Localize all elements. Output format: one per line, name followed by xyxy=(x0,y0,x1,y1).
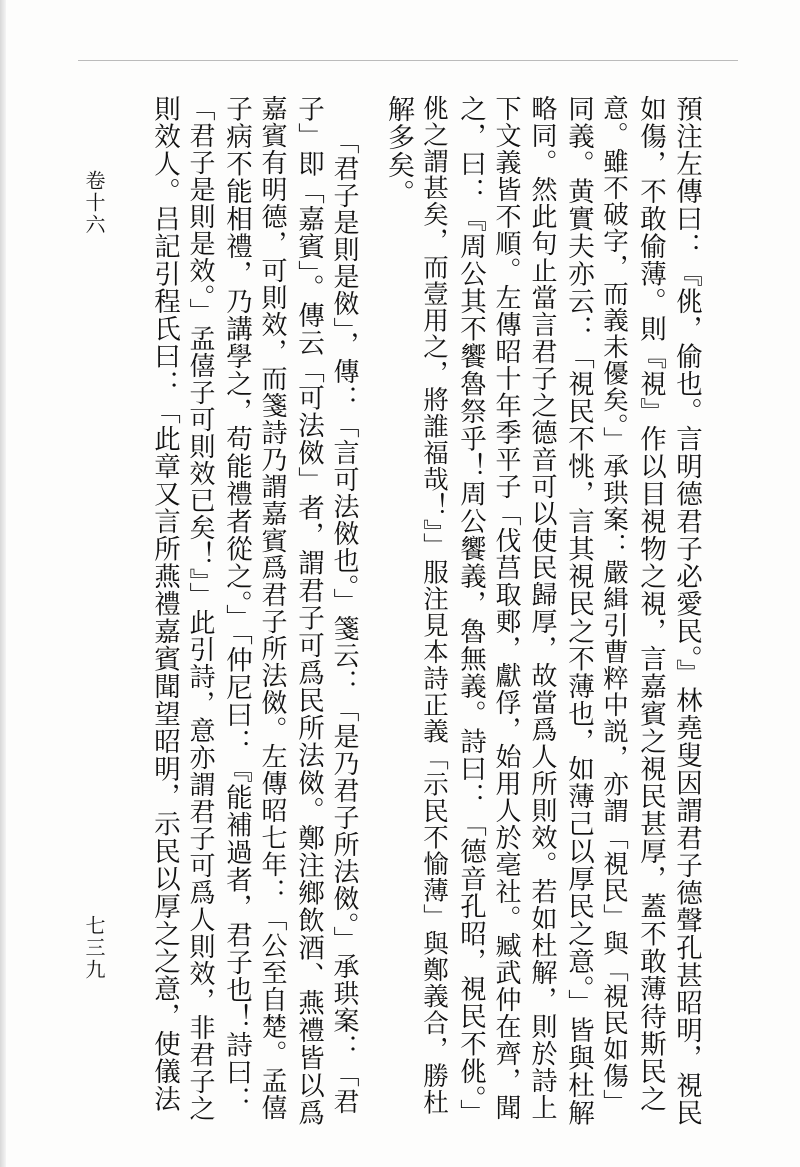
text-column-4: 同義。黄實夫亦云：「視民不恌，言其視民之不薄也，如薄己以厚民之意。」皆與杜解 xyxy=(563,95,594,1127)
text-column-3: 意。雖不破字，而義未優矣。」承珙案：嚴緝引曹粹中説，亦謂「視民」與「視民如傷」 xyxy=(599,95,629,1116)
text-column-12: 子」即「嘉賓」。傳云「可法傚」者，謂君子可爲民所法傚。鄭注鄉飲酒、燕禮皆以爲 xyxy=(293,95,324,1127)
text-column-6: 下文義皆不順。左傳昭十年季平子「伐莒取郠，獻俘，始用人於亳社。臧武仲在齊，聞 xyxy=(491,95,521,1121)
text-column-9: 解多矣。 xyxy=(383,95,414,207)
text-column-7: 之，曰：『周公其不饗魯祭乎！周公饗義，魯無義。詩曰：「德音孔昭，視民不佻。」 xyxy=(455,95,486,1127)
running-head-title: 卷十六 xyxy=(82,170,106,236)
text-column-8: 佻之謂甚矣，而壹用之，將誰福哉！』」服注見本詩正義「示民不愉薄」與鄭義合，勝杜 xyxy=(419,95,449,1116)
text-column-15: 「君子是則是效。」孟僖子可則效已矣！』」此引詩，意亦謂君子可爲人則效，非君子之 xyxy=(185,95,215,1122)
header-rule xyxy=(78,60,738,61)
text-column-1: 預注左傳曰：『佻，偷也。言明德君子必愛民。』林堯叟因謂君子德聲孔甚昭明，視民 xyxy=(671,95,702,1127)
text-column-13: 嘉賓有明德，可則效，而箋詩乃謂嘉賓爲君子所法傚。左傳昭七年：「公至自楚。孟僖 xyxy=(257,95,287,1121)
page-number: 七三九 xyxy=(82,915,106,981)
text-column-5: 略同。然此句止當言君子之德音可以使民歸厚，故當爲人所則效。若如杜解，則於詩上 xyxy=(527,95,557,1121)
text-column-16: 則效人。吕記引程氏曰：「此章又言所燕禮嘉賓聞望昭明，示民以厚之之意，使儀法 xyxy=(149,95,180,1113)
text-column-2: 如傷，不敢偷薄。則『視』作以目視物之視，言嘉賓之視民甚厚，蓋不敢薄待斯民之 xyxy=(635,95,666,1113)
page-spine-edge xyxy=(0,0,6,1167)
text-column-11: 「君子是則是傚」，傳：「言可法傚也。」箋云：「是乃君子所法傚。」承珙案：「君 xyxy=(329,128,359,1115)
text-column-14: 子病不能相禮，乃講學之，苟能禮者從之。」「仲尼曰：『能補過者，君子也！詩曰： xyxy=(221,95,252,1114)
